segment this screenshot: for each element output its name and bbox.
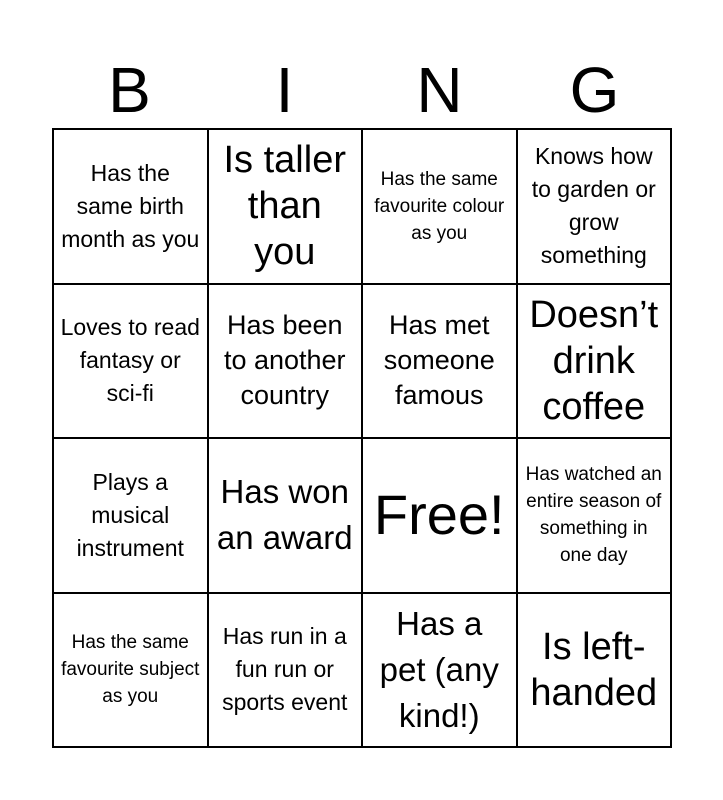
bingo-cell-text: Has met someone famous	[383, 310, 495, 411]
bingo-cell-text: Has the same favourite subject as you	[61, 632, 200, 708]
bingo-cell-text: Has won an award	[216, 473, 353, 557]
bingo-cell[interactable]	[363, 594, 518, 749]
bingo-cell[interactable]	[518, 285, 673, 440]
header-letter-g: G	[569, 54, 620, 126]
bingo-card-grid	[52, 128, 672, 748]
bingo-cell-text: Has a pet (any kind!)	[379, 604, 499, 734]
bingo-cell[interactable]	[209, 285, 364, 440]
bingo-cell[interactable]	[518, 439, 673, 594]
header-letter-n: N	[416, 54, 463, 126]
bingo-header	[52, 52, 672, 128]
bingo-cell-text: Doesn’t drink coffee	[529, 293, 659, 428]
header-letter-b: B	[108, 54, 151, 126]
bingo-cell-text: Has run in a fun run or sports event	[222, 623, 348, 716]
bingo-cell[interactable]	[54, 285, 209, 440]
bingo-cell-text: Has the same birth month as you	[61, 159, 200, 252]
bingo-cell[interactable]	[363, 130, 518, 285]
bingo-cell[interactable]	[54, 594, 209, 749]
bingo-cell[interactable]	[518, 594, 673, 749]
free-space-text: Free!	[373, 483, 505, 547]
header-letter-i: I	[275, 54, 294, 126]
bingo-cell-text: Has been to another country	[223, 310, 346, 411]
bingo-cell[interactable]	[54, 439, 209, 594]
bingo-cell-text: Plays a musical instrument	[76, 468, 184, 561]
bingo-cell-text: Has watched an entire season of something in one day	[525, 464, 662, 567]
bingo-cell-text: Has the same favourite colour as you	[374, 168, 505, 244]
free-space-cell[interactable]	[363, 439, 518, 594]
bingo-cell-text: Is left-handed	[530, 625, 658, 714]
bingo-cell[interactable]	[209, 130, 364, 285]
bingo-cell-text: Is taller than you	[223, 139, 346, 274]
bingo-cell[interactable]	[209, 439, 364, 594]
bingo-cell-text: Loves to read fantasy or sci-fi	[60, 314, 200, 407]
bingo-cell[interactable]	[363, 285, 518, 440]
bingo-cell[interactable]	[54, 130, 209, 285]
bingo-cell-text: Knows how to garden or grow something	[531, 143, 656, 269]
bingo-cell[interactable]	[518, 130, 673, 285]
bingo-cell[interactable]	[209, 594, 364, 749]
